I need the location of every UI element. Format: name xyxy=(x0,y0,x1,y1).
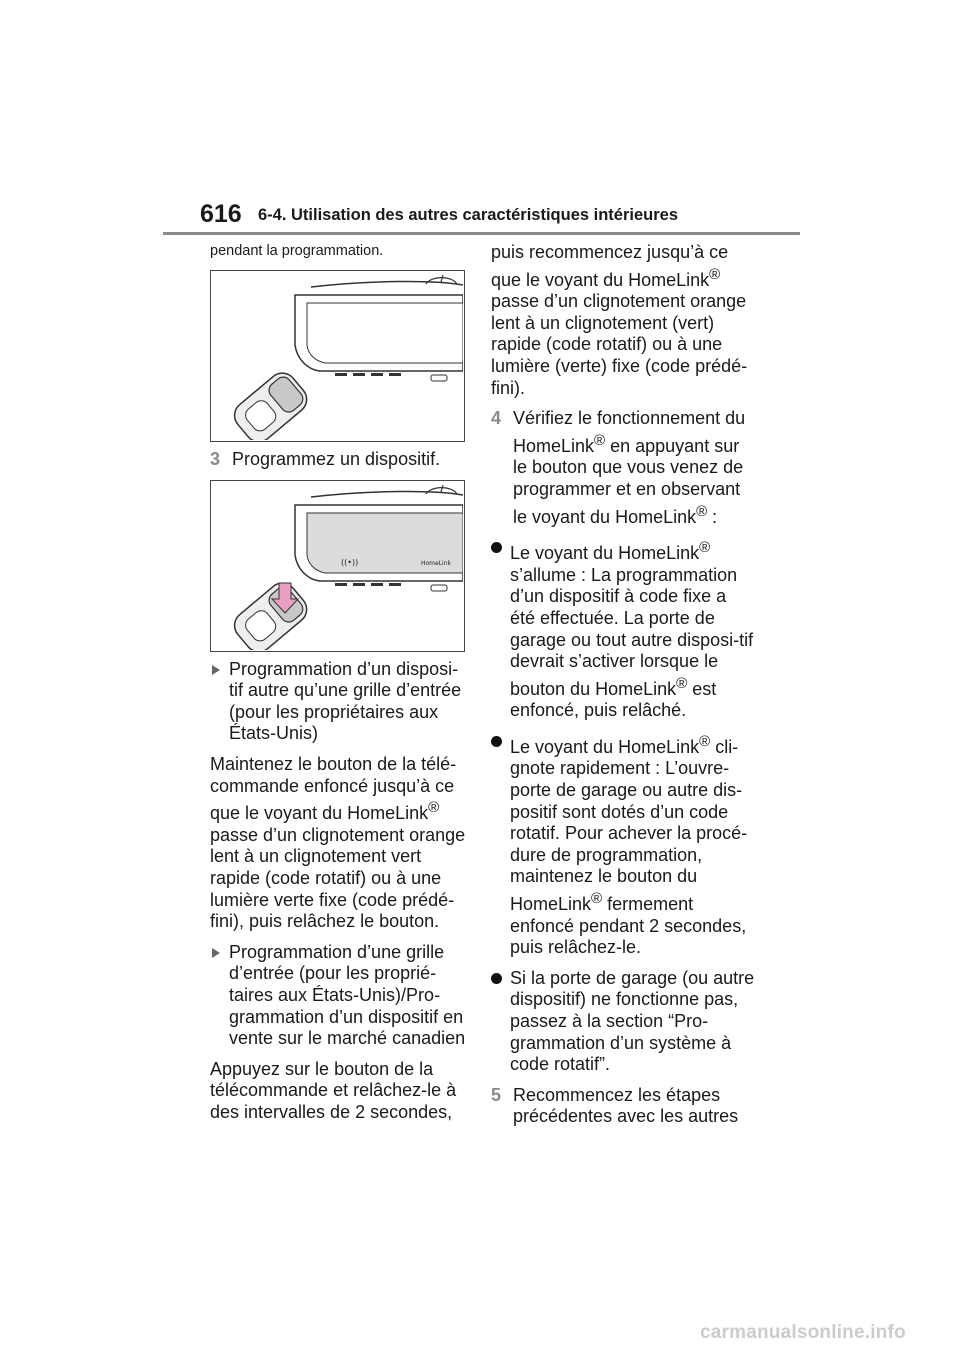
section-title: 6-4. Utilisation des autres caractéristiques intérieures xyxy=(258,206,679,224)
signal-label: ((•)) xyxy=(341,557,359,567)
step-3 xyxy=(210,449,472,471)
left-column xyxy=(210,242,472,1132)
intro-tail: pendant la programmation. xyxy=(210,243,384,259)
triangle-bullet-icon xyxy=(212,665,220,675)
right-column xyxy=(491,242,756,1137)
triangle-bullet-icon xyxy=(212,948,220,958)
page-number: 616 xyxy=(200,200,242,228)
bullet-not-working: Si la porte de garage (ou autre dispositif) ne fonctionne pas, passez à la section “Pro-grammation d’un système à code rotatif”. xyxy=(491,968,756,1076)
circle-bullet-icon xyxy=(491,542,502,553)
para-continue: puis recommencez jusqu’à ce que le voyant du HomeLink® passe d’un clignotement orange lent à un clignotement (vert) rapide (code rotatif) ou à une lumière (verte) fixe (code prédé-fini). xyxy=(491,242,748,398)
step-text: Programmez un dispositif. xyxy=(232,449,441,469)
program-device-illustration xyxy=(211,481,463,650)
bullet-text: Programmation d’un disposi-tif autre qu’une grille d’entrée (pour les propriétaires aux États-Unis) xyxy=(229,658,462,744)
figure-mirror-remote xyxy=(210,270,465,442)
homelink-label: HomeLink xyxy=(421,559,452,567)
bullet-gate-programming xyxy=(210,942,472,1050)
step-4: 4 Vérifiez le fonctionnement du HomeLink® en appuyant sur le bouton que vous venez de programmer et en observant le voyant du HomeLink® : xyxy=(491,408,746,527)
bullet-light-on: Le voyant du HomeLink® s’allume : La programmation d’un dispositif à code fixe a été effectuée. La porte de garage ou tout autre disposi-tif devrait s’activer lorsque le bouton du HomeLink® est enfoncé, puis relâché. xyxy=(491,537,756,722)
bullet-us-programming xyxy=(210,659,472,745)
step-number: 3 xyxy=(210,449,221,469)
para-hold-button: Maintenez le bouton de la télé-commande enfoncé jusqu’à ce que le voyant du HomeLink® passe d’un clignotement orange lent à un clignotement vert rapide (code rotatif) ou à une lumière verte fixe (code prédé-fini), puis relâchez le bouton. xyxy=(210,753,466,932)
bullet-light-blink: Le voyant du HomeLink® cli-gnote rapidement : L’ouvre-porte de garage ou autre dis-positif sont dotés d’un code rotatif. Pour achever la procé-dure de programmation, maintenez le bouton du HomeLink® fermement enfoncé pendant 2 secondes, puis relâchez-le. xyxy=(491,731,756,959)
step-number: 5 xyxy=(491,1084,502,1105)
step-number: 4 xyxy=(491,408,502,429)
para-press-button: Appuyez sur le bouton de la télécommande et relâchez-le à des intervalles de 2 secondes, xyxy=(210,1058,457,1122)
bullet-text: Programmation d’une grille d’entrée (pour les proprié-taires aux États-Unis)/Pro-grammation d’un dispositif en vente sur le marché canadien xyxy=(229,941,466,1049)
watermark: carmanualsonline.info xyxy=(700,1322,906,1343)
step-text: Recommencez les étapes précédentes avec les autres xyxy=(513,1084,739,1127)
figure-program-device xyxy=(210,480,465,652)
mirror-remote-illustration xyxy=(211,271,463,440)
circle-bullet-icon xyxy=(491,973,502,984)
step-5 xyxy=(491,1085,756,1128)
circle-bullet-icon xyxy=(491,736,502,747)
header-divider xyxy=(163,232,800,235)
